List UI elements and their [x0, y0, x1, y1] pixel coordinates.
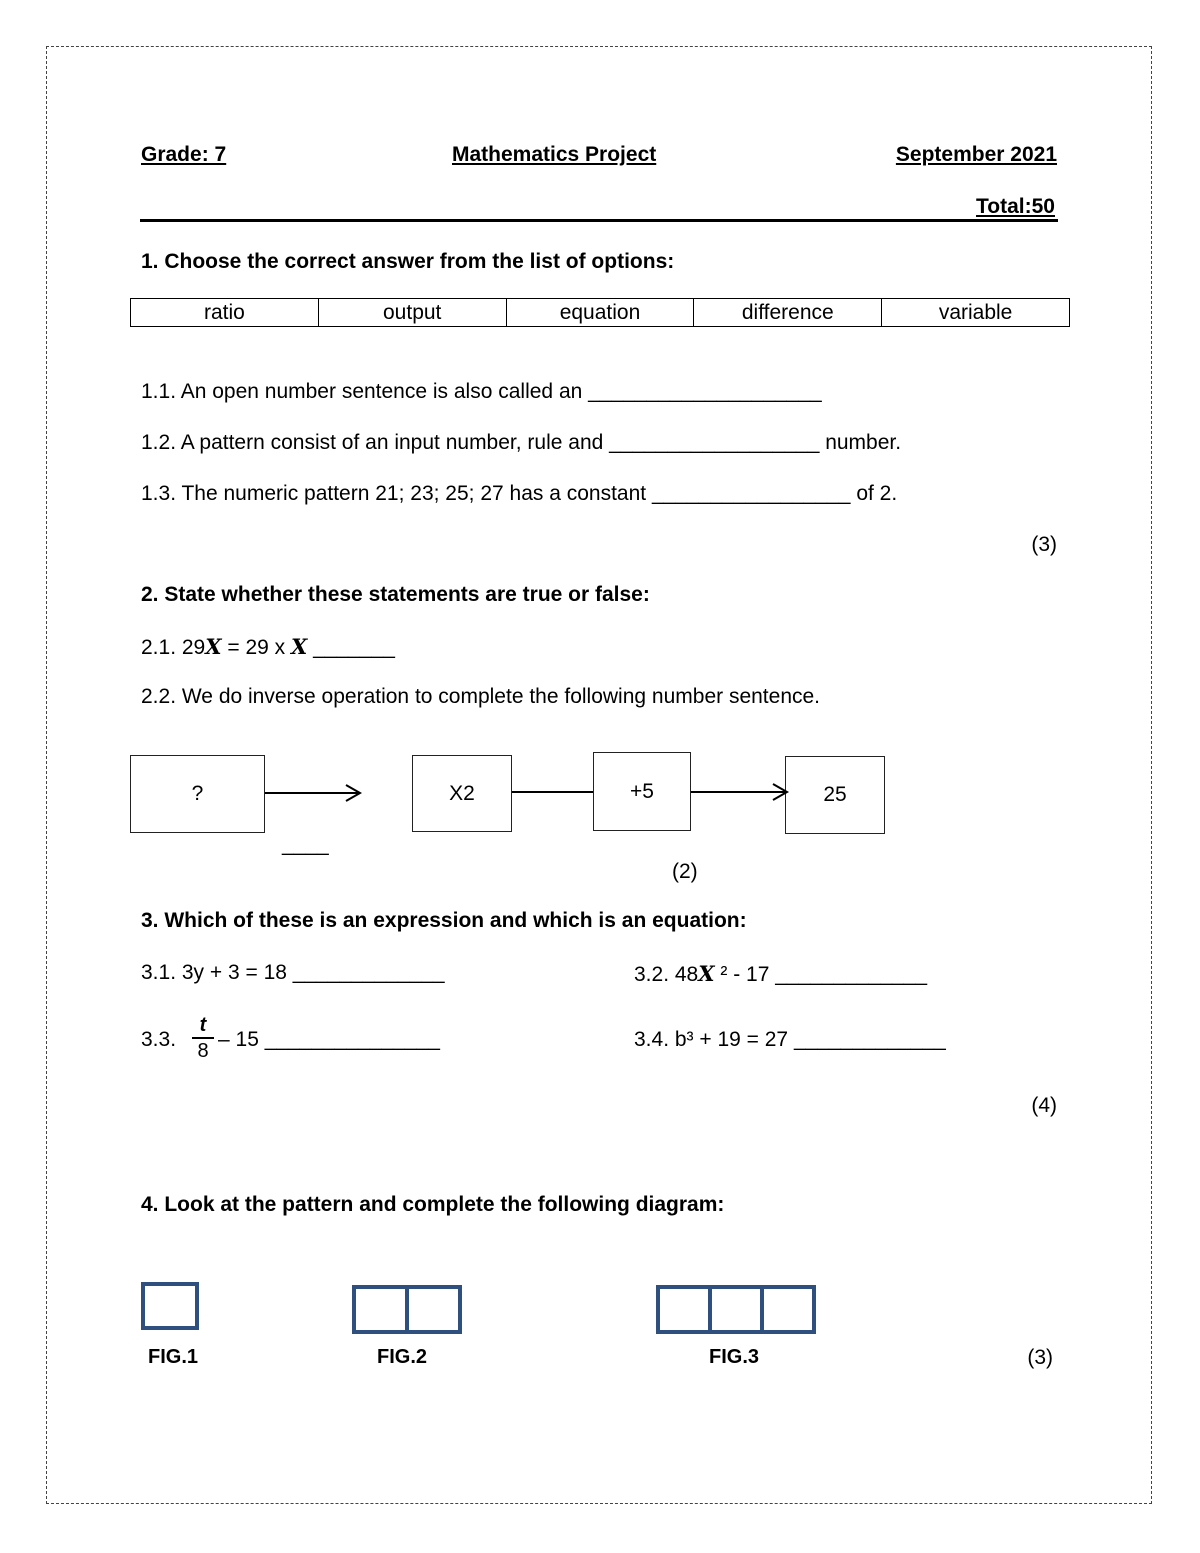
project-title: Mathematics Project — [452, 143, 657, 166]
fig3-square — [710, 1287, 762, 1332]
q3-item-4: 3.4. b³ + 19 = 27 _____________ — [634, 1028, 946, 1051]
option-ratio: ratio — [131, 299, 319, 327]
date-label: September 2021 — [895, 143, 1057, 166]
fig3-square — [658, 1287, 710, 1332]
q3-item-3-rest: – 15 _______________ — [218, 1028, 440, 1051]
q1-item-2: 1.2. A pattern consist of an input number, rule and __________________ number. — [141, 431, 902, 454]
fraction-denominator: 8 — [197, 1040, 209, 1062]
flow-box-multiply: X2 — [412, 755, 512, 832]
variable-x: X — [291, 634, 308, 659]
q3-item-3-label: 3.3. — [141, 1028, 177, 1051]
grade-label: Grade: 7 — [141, 143, 227, 166]
option-output: output — [318, 299, 506, 327]
q3-item-1: 3.1. 3y + 3 = 18 _____________ — [141, 961, 445, 984]
q4-marks: (3) — [1027, 1346, 1053, 1369]
fig1-label: FIG.1 — [148, 1346, 199, 1368]
fig3-square — [762, 1287, 814, 1332]
q1-item-1: 1.1. An open number sentence is also called an ____________________ — [141, 380, 822, 403]
fig2-square — [354, 1287, 407, 1332]
flow-box-unknown: ? — [130, 755, 265, 833]
q2-item-1-prefix: 2.1. 29 — [141, 636, 206, 659]
q3-item-2-rest: ² - 17 _____________ — [714, 963, 928, 986]
variable-x: X — [205, 634, 222, 659]
fig2-square — [407, 1287, 460, 1332]
q1-marks: (3) — [1031, 533, 1057, 556]
q3-marks: (4) — [1031, 1094, 1057, 1117]
q3-heading: 3. Which of these is an expression and which is an equation: — [141, 909, 747, 932]
q2-item-1-blank: _______ — [307, 636, 395, 659]
q2-marks: (2) — [672, 860, 698, 883]
flow-box-add: +5 — [593, 752, 691, 831]
fig2-label: FIG.2 — [377, 1346, 428, 1368]
q3-item-2-prefix: 3.2. 48 — [634, 963, 699, 986]
q2-item-2: 2.2. We do inverse operation to complete the following number sentence. — [141, 685, 821, 708]
variable-x: X — [698, 961, 715, 986]
option-equation: equation — [506, 299, 694, 327]
q2-heading: 2. State whether these statements are true or false: — [141, 583, 650, 606]
option-difference: difference — [694, 299, 882, 327]
fig3-label: FIG.3 — [709, 1346, 760, 1368]
flow-box-result: 25 — [785, 756, 885, 834]
q1-item-3: 1.3. The numeric pattern 21; 23; 25; 27 has a constant _________________ of 2. — [141, 482, 898, 505]
fraction-numerator: t — [199, 1014, 207, 1036]
option-variable: variable — [882, 299, 1070, 327]
fig1-square — [143, 1284, 197, 1328]
total-label: Total:50 — [976, 195, 1055, 218]
q2-item-1-mid: = 29 x — [221, 636, 291, 659]
q1-heading: 1. Choose the correct answer from the list of options: — [141, 250, 675, 273]
flow-blank: ____ — [282, 833, 329, 856]
q4-heading: 4. Look at the pattern and complete the following diagram: — [141, 1193, 725, 1216]
